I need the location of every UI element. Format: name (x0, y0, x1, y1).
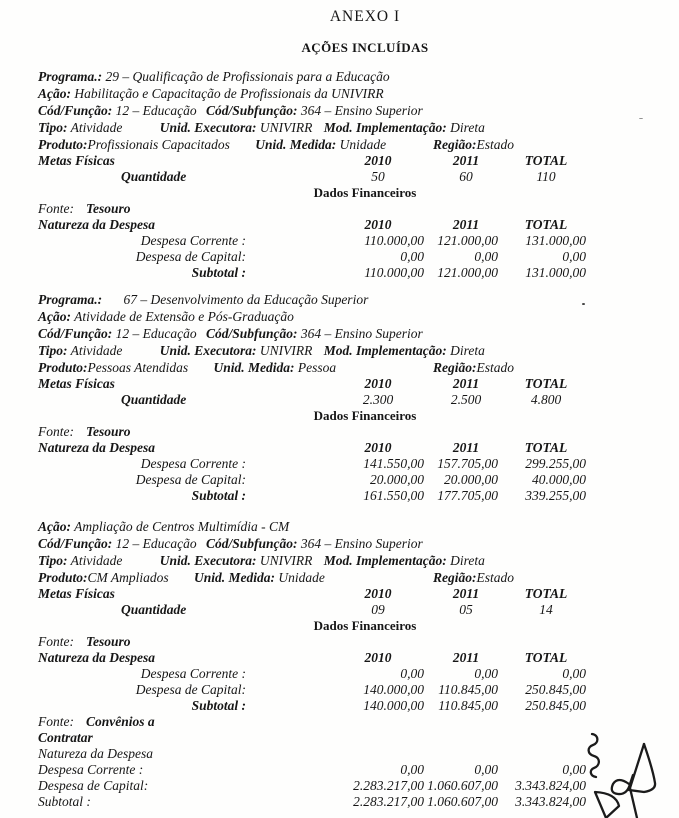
produto-line (38, 569, 648, 586)
scan-speck (639, 118, 643, 119)
cod-funcao-value: 12 – Educação (115, 536, 197, 551)
despesa-corrente-label: Despesa Corrente : (140, 456, 246, 471)
value-2011: 0,00 (474, 249, 498, 264)
metas-fisicas-label: Metas Físicas (38, 586, 115, 601)
mod-implementacao-label: Mod. Implementação: (323, 553, 447, 568)
acao-label: Ação: (38, 86, 71, 101)
tipo-label: Tipo: (38, 343, 68, 358)
mod-implementacao-value: Direta (450, 120, 485, 135)
natureza-header-row (38, 217, 648, 233)
document-title: ANEXO I (329, 8, 401, 25)
year-header-2010: 2010 (364, 650, 392, 665)
programa-value: 67 – Desenvolvimento da Educação Superior (123, 292, 369, 307)
subtotal-row (38, 794, 648, 810)
cod-subfuncao-value: 364 – Ensino Superior (300, 326, 423, 341)
quantidade-row (38, 392, 648, 408)
value-2010: 2.283.217,00 (353, 778, 424, 793)
value-2010: 0,00 (400, 666, 424, 681)
programa-line (38, 68, 648, 85)
value-total: 131.000,00 (525, 233, 586, 248)
cod-subfuncao-value: 364 – Ensino Superior (300, 536, 423, 551)
year-header-2010: 2010 (364, 376, 392, 391)
natureza-header-row (38, 650, 648, 666)
subtotal-2010: 110.000,00 (364, 265, 424, 280)
value-2011: 110.845,00 (438, 682, 498, 697)
subtotal-total: 131.000,00 (525, 265, 586, 280)
tipo-value: Atividade (70, 553, 123, 568)
value-2010: 110.000,00 (364, 233, 424, 248)
regiao-group (433, 569, 514, 586)
quantidade-total: 14 (539, 602, 553, 617)
cod-funcao-value: 12 – Educação (115, 326, 197, 341)
cod-funcao-label: Cód/Função: (38, 536, 113, 551)
natureza-label: Natureza da Despesa (38, 650, 155, 665)
natureza-label: Natureza da Despesa (38, 440, 155, 455)
despesa-capital-label: Despesa de Capital: (135, 472, 246, 487)
programa-value: 29 – Qualificação de Profissionais para a Educação (105, 69, 390, 84)
quantidade-2011: 60 (459, 169, 473, 184)
subtotal-2010: 140.000,00 (363, 698, 424, 713)
dados-financeiros-heading: Dados Financeiros (313, 618, 417, 633)
unid-executora-label: Unid. Executora: (159, 553, 257, 568)
quantidade-label: Quantidade (121, 169, 187, 184)
subtotal-2011: 1.060.607,00 (427, 794, 498, 809)
value-2011: 20.000,00 (444, 472, 498, 487)
unid-medida-value: Unidade (278, 570, 325, 585)
value-2011: 0,00 (474, 666, 498, 681)
programa-label: Programa.: (38, 292, 103, 307)
regiao-value: Estado (476, 570, 515, 585)
metas-header-row (38, 153, 648, 169)
fonte-name-line2: Contratar (38, 730, 93, 745)
subtotal-2010: 2.283.217,00 (353, 794, 424, 809)
fonte-label: Fonte: (38, 424, 74, 439)
value-total: 3.343.824,00 (515, 778, 586, 793)
despesa-capital-row (38, 472, 648, 488)
unid-medida-label: Unid. Medida: (194, 570, 276, 585)
year-header-total: TOTAL (524, 153, 568, 168)
year-header-2011: 2011 (452, 376, 480, 391)
produto-label: Produto: (38, 137, 88, 152)
quantidade-2011: 2.500 (450, 392, 482, 407)
tipo-label: Tipo: (38, 553, 68, 568)
subtotal-2011: 177.705,00 (437, 488, 498, 503)
subtotal-label: Subtotal : (191, 488, 246, 503)
cod-funcao-line (38, 102, 648, 119)
acao-label: Ação: (38, 519, 71, 534)
produto-label: Produto: (38, 570, 88, 585)
cod-subfuncao-label: Cód/Subfunção: (206, 326, 298, 341)
unid-executora-value: UNIVIRR (259, 343, 313, 358)
value-total: 0,00 (562, 249, 586, 264)
unid-executora-label: Unid. Executora: (159, 343, 257, 358)
unid-medida-label: Unid. Medida: (213, 360, 295, 375)
value-total: 299.255,00 (525, 456, 586, 471)
value-total: 0,00 (562, 762, 586, 777)
cod-funcao-label: Cód/Função: (38, 103, 113, 118)
subtotal-row (38, 698, 648, 714)
document-content (38, 8, 648, 810)
subtotal-2010: 161.550,00 (363, 488, 424, 503)
quantidade-row (38, 602, 648, 618)
programa-line (38, 291, 648, 308)
acao-label: Ação: (38, 309, 71, 324)
fonte-line-convenios (38, 714, 648, 730)
unid-medida-value: Unidade (339, 137, 387, 152)
unid-medida-value: Pessoa (297, 360, 337, 375)
value-2010: 0,00 (400, 249, 424, 264)
value-2010: 0,00 (400, 762, 424, 777)
natureza-label: Natureza da Despesa (38, 217, 155, 232)
natureza-header-row (38, 440, 648, 456)
tipo-line (38, 119, 648, 136)
year-header-2011: 2011 (452, 650, 480, 665)
quantidade-row (38, 169, 648, 185)
year-header-2011: 2011 (452, 586, 480, 601)
subtotal-total: 339.255,00 (525, 488, 586, 503)
regiao-group (433, 359, 514, 376)
fonte-name: Convênios a (86, 714, 155, 729)
quantidade-total: 4.800 (530, 392, 562, 407)
despesa-corrente-label: Despesa Corrente : (140, 666, 246, 681)
value-2010: 140.000,00 (363, 682, 424, 697)
value-2010: 20.000,00 (370, 472, 424, 487)
produto-value: CM Ampliados (87, 570, 169, 585)
quantidade-label: Quantidade (121, 392, 187, 407)
metas-header-row (38, 376, 648, 392)
despesa-capital-label: Despesa de Capital: (135, 249, 246, 264)
fonte-label: Fonte: (38, 201, 74, 216)
program-block-1 (38, 68, 648, 281)
despesa-capital-row (38, 682, 648, 698)
despesa-corrente-row (38, 666, 648, 682)
dados-financeiros-heading: Dados Financeiros (313, 408, 417, 423)
value-2011: 0,00 (474, 762, 498, 777)
subtotal-row (38, 265, 648, 281)
despesa-capital-row (38, 249, 648, 265)
despesa-capital-label: Despesa de Capital: (135, 682, 246, 697)
quantidade-2010: 09 (371, 602, 385, 617)
metas-header-row (38, 586, 648, 602)
subtotal-label: Subtotal : (191, 698, 246, 713)
acao-line (38, 518, 648, 535)
produto-line (38, 136, 648, 153)
regiao-group (433, 136, 514, 153)
cod-funcao-line (38, 535, 648, 552)
despesa-capital-label: Despesa de Capital: (38, 778, 149, 793)
tipo-line (38, 342, 648, 359)
scan-speck (582, 303, 585, 305)
despesa-corrente-label: Despesa Corrente : (38, 762, 144, 777)
fonte-name: Tesouro (86, 201, 131, 216)
year-header-2010: 2010 (364, 440, 392, 455)
fonte-line (38, 201, 648, 217)
fonte-label: Fonte: (38, 714, 74, 729)
subtotal-2011: 121.000,00 (437, 265, 498, 280)
unid-executora-value: UNIVIRR (259, 553, 313, 568)
fonte-name: Tesouro (86, 424, 131, 439)
acao-line (38, 308, 648, 325)
metas-fisicas-label: Metas Físicas (38, 376, 115, 391)
mod-implementacao-label: Mod. Implementação: (323, 120, 447, 135)
regiao-label: Região: (433, 570, 477, 585)
quantidade-total: 110 (536, 169, 556, 184)
value-total: 0,00 (562, 666, 586, 681)
despesa-capital-row (38, 778, 648, 794)
subtotal-label: Subtotal : (191, 265, 246, 280)
quantidade-2010: 2.300 (362, 392, 394, 407)
produto-value: Pessoas Atendidas (87, 360, 189, 375)
acao-value: Habilitação e Capacitação de Profissionais da UNIVIRR (74, 86, 384, 101)
year-header-2010: 2010 (364, 153, 392, 168)
subtotal-2011: 110.845,00 (438, 698, 498, 713)
unid-medida-label: Unid. Medida: (255, 137, 337, 152)
fonte-line (38, 634, 648, 650)
acao-value: Atividade de Extensão e Pós-Graduação (74, 309, 294, 324)
year-header-2011: 2011 (452, 217, 480, 232)
document-subtitle: AÇÕES INCLUÍDAS (301, 40, 429, 55)
natureza-plain-row (38, 746, 648, 762)
quantidade-label: Quantidade (121, 602, 187, 617)
quantidade-2010: 50 (371, 169, 385, 184)
fonte-label: Fonte: (38, 634, 74, 649)
subtotal-label: Subtotal : (38, 794, 91, 809)
produto-line (38, 359, 648, 376)
cod-funcao-label: Cód/Função: (38, 326, 113, 341)
quantidade-2011: 05 (459, 602, 473, 617)
natureza-label: Natureza da Despesa (38, 746, 153, 761)
tipo-line (38, 552, 648, 569)
handwritten-signature (584, 726, 678, 818)
mod-implementacao-value: Direta (450, 553, 485, 568)
year-header-2011: 2011 (452, 153, 480, 168)
subtotal-total: 3.343.824,00 (515, 794, 586, 809)
year-header-total: TOTAL (524, 217, 568, 232)
value-2011: 121.000,00 (437, 233, 498, 248)
subtotal-row (38, 488, 648, 504)
value-2010: 141.550,00 (363, 456, 424, 471)
regiao-label: Região: (433, 360, 477, 375)
unid-executora-value: UNIVIRR (259, 120, 313, 135)
value-2011: 157.705,00 (437, 456, 498, 471)
despesa-corrente-row (38, 233, 648, 249)
tipo-label: Tipo: (38, 120, 68, 135)
acao-value: Ampliação de Centros Multimídia - CM (74, 519, 290, 534)
cod-funcao-line (38, 325, 648, 342)
year-header-total: TOTAL (524, 650, 568, 665)
year-header-total: TOTAL (524, 586, 568, 601)
subtotal-total: 250.845,00 (525, 698, 586, 713)
year-header-2011: 2011 (452, 440, 480, 455)
despesa-corrente-row (38, 762, 648, 778)
program-block-2 (38, 291, 648, 504)
produto-value: Profissionais Capacitados (87, 137, 230, 152)
acao-line (38, 85, 648, 102)
cod-subfuncao-value: 364 – Ensino Superior (300, 103, 423, 118)
regiao-label: Região: (433, 137, 477, 152)
fonte-name: Tesouro (86, 634, 131, 649)
cod-subfuncao-label: Cód/Subfunção: (206, 103, 298, 118)
tipo-value: Atividade (70, 120, 123, 135)
unid-executora-label: Unid. Executora: (159, 120, 257, 135)
mod-implementacao-value: Direta (450, 343, 485, 358)
year-header-total: TOTAL (524, 440, 568, 455)
regiao-value: Estado (476, 360, 515, 375)
despesa-corrente-label: Despesa Corrente : (140, 233, 246, 248)
cod-funcao-value: 12 – Educação (115, 103, 197, 118)
fonte-line (38, 424, 648, 440)
year-header-total: TOTAL (524, 376, 568, 391)
year-header-2010: 2010 (364, 217, 392, 232)
tipo-value: Atividade (70, 343, 123, 358)
regiao-value: Estado (476, 137, 515, 152)
mod-implementacao-label: Mod. Implementação: (323, 343, 447, 358)
programa-label: Programa.: (38, 69, 103, 84)
value-2011: 1.060.607,00 (427, 778, 498, 793)
despesa-corrente-row (38, 456, 648, 472)
produto-label: Produto: (38, 360, 88, 375)
cod-subfuncao-label: Cód/Subfunção: (206, 536, 298, 551)
metas-fisicas-label: Metas Físicas (38, 153, 115, 168)
value-total: 40.000,00 (532, 472, 586, 487)
program-block-3 (38, 518, 648, 810)
value-total: 250.845,00 (525, 682, 586, 697)
year-header-2010: 2010 (364, 586, 392, 601)
dados-financeiros-heading: Dados Financeiros (313, 185, 417, 200)
